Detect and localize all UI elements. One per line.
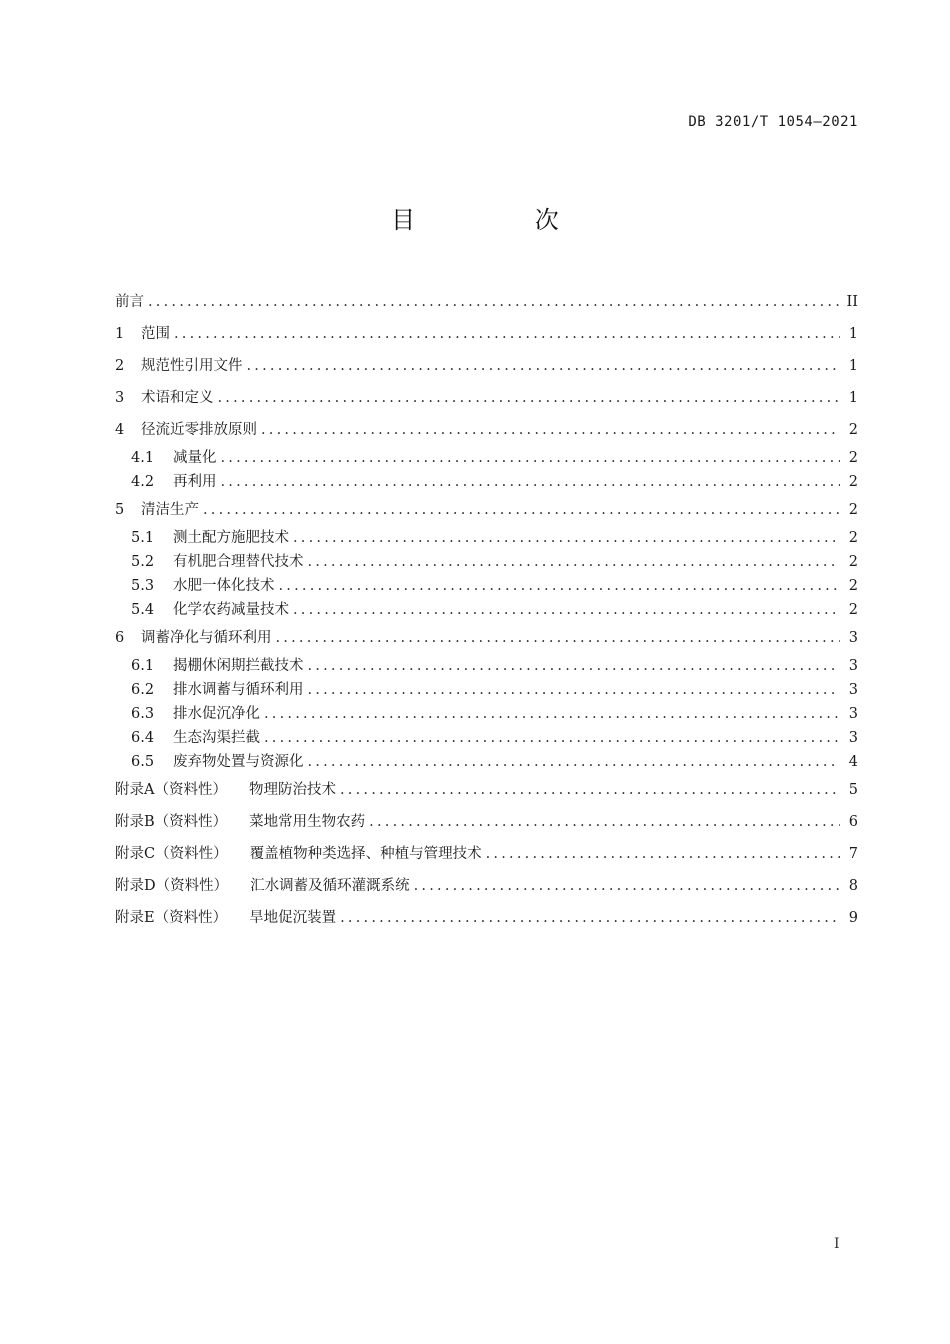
toc-entry[interactable] [115, 350, 858, 382]
toc-section-number: 6.2 [131, 682, 155, 698]
toc-entry[interactable] [115, 902, 858, 934]
toc-page-number: 2 [848, 502, 858, 518]
toc-entry-title: 排水促沉净化 [173, 706, 260, 722]
toc-section-number: 4 [115, 422, 125, 438]
toc-entry[interactable] [115, 286, 858, 318]
toc-entry[interactable] [115, 726, 858, 750]
toc-dot-leader [218, 382, 841, 414]
toc-page-number: 1 [848, 358, 858, 374]
toc-dot-leader [247, 350, 841, 382]
toc-section-number: 5.2 [131, 554, 155, 570]
toc-entry-title: 化学农药减量技术 [173, 602, 289, 618]
toc-section-number: 6.5 [131, 754, 155, 770]
toc-entry-title: 菜地常用生物农药 [249, 814, 366, 830]
toc-dot-leader [293, 526, 840, 550]
toc-entry-title: 有机肥合理替代技术 [173, 554, 304, 570]
toc-entry-title: 物理防治技术 [248, 782, 336, 798]
toc-entry-title: 排水调蓄与循环利用 [173, 682, 304, 698]
toc-entry-title: 再利用 [173, 474, 217, 490]
table-of-contents [115, 286, 858, 934]
toc-entry[interactable] [115, 494, 858, 526]
toc-dot-leader [276, 622, 841, 654]
toc-appendix-label: 附录B（资料性） [115, 814, 228, 830]
toc-section-number: 6.1 [131, 658, 155, 674]
toc-entry[interactable] [115, 774, 858, 806]
toc-dot-leader [279, 574, 841, 598]
toc-section-number: 2 [115, 358, 125, 374]
toc-section-number: 1 [115, 326, 125, 342]
toc-entry-title: 范围 [141, 326, 170, 342]
toc-entry-title: 减量化 [173, 450, 217, 466]
toc-appendix-label: 附录A（资料性） [115, 782, 227, 798]
toc-dot-leader [414, 870, 840, 902]
toc-entry-title: 规范性引用文件 [141, 358, 243, 374]
toc-entry[interactable] [115, 318, 858, 350]
toc-section-number: 3 [115, 390, 125, 406]
toc-dot-leader [148, 286, 840, 318]
toc-section-number: 5.4 [131, 602, 155, 618]
toc-page-number: 2 [848, 602, 858, 618]
toc-page-number: 2 [848, 474, 858, 490]
toc-section-number: 6.4 [131, 730, 155, 746]
toc-page-number: 9 [848, 910, 858, 926]
toc-entry[interactable] [115, 678, 858, 702]
toc-entry-title: 生态沟渠拦截 [173, 730, 260, 746]
toc-page-number: 4 [848, 754, 858, 770]
toc-entry[interactable] [115, 446, 858, 470]
toc-section-number: 6.3 [131, 706, 155, 722]
toc-entry[interactable] [115, 574, 858, 598]
toc-entry-title: 术语和定义 [141, 390, 214, 406]
toc-section-number: 5 [115, 502, 125, 518]
toc-entry-title: 废弃物处置与资源化 [173, 754, 304, 770]
toc-entry[interactable] [115, 470, 858, 494]
toc-section-number: 5.3 [131, 578, 155, 594]
toc-dot-leader [486, 838, 840, 870]
toc-entry-title: 覆盖植物种类选择、种植与管理技术 [249, 846, 482, 862]
toc-entry[interactable] [115, 702, 858, 726]
toc-entry[interactable] [115, 382, 858, 414]
toc-dot-leader [308, 750, 841, 774]
toc-section-number: 6 [115, 630, 125, 646]
toc-page-number: II [846, 294, 858, 310]
toc-entry[interactable] [115, 526, 858, 550]
toc-entry[interactable] [115, 414, 858, 446]
toc-entry[interactable] [115, 598, 858, 622]
toc-entry[interactable] [115, 622, 858, 654]
toc-page-number: 3 [848, 730, 858, 746]
page-number: I [834, 1236, 840, 1252]
toc-appendix-label: 附录D（资料性） [115, 878, 229, 894]
toc-page-number: 7 [848, 846, 858, 862]
toc-dot-leader [293, 598, 840, 622]
toc-entry-title: 前言 [115, 294, 144, 310]
toc-dot-leader [221, 446, 841, 470]
toc-dot-leader [340, 774, 840, 806]
toc-page-number: 2 [848, 554, 858, 570]
toc-entry-title: 水肥一体化技术 [173, 578, 275, 594]
toc-entry-title: 汇水调蓄及循环灌溉系统 [250, 878, 410, 894]
toc-page-number: 1 [848, 326, 858, 342]
toc-page-number: 8 [848, 878, 858, 894]
toc-appendix-label: 附录E（资料性） [115, 910, 228, 926]
toc-entry-title: 揭棚休闲期拦截技术 [173, 658, 304, 674]
toc-entry-title: 清洁生产 [141, 502, 199, 518]
toc-entry[interactable] [115, 550, 858, 574]
toc-entry[interactable] [115, 838, 858, 870]
toc-entry[interactable] [115, 750, 858, 774]
toc-entry-title: 径流近零排放原则 [141, 422, 257, 438]
document-code: DB 3201/T 1054—2021 [688, 114, 858, 130]
toc-page-number: 2 [848, 578, 858, 594]
toc-page-number: 2 [848, 422, 858, 438]
toc-page-number: 2 [848, 450, 858, 466]
toc-entry[interactable] [115, 870, 858, 902]
toc-section-number: 5.1 [131, 530, 155, 546]
toc-page-number: 3 [848, 630, 858, 646]
toc-section-number: 4.2 [131, 474, 155, 490]
toc-page-number: 3 [848, 658, 858, 674]
toc-entry[interactable] [115, 806, 858, 838]
toc-dot-leader [369, 806, 840, 838]
toc-page-number: 3 [848, 706, 858, 722]
toc-dot-leader [340, 902, 840, 934]
toc-dot-leader [308, 550, 841, 574]
toc-dot-leader [308, 678, 841, 702]
toc-entry-title: 测土配方施肥技术 [173, 530, 289, 546]
toc-entry-title: 旱地促沉装置 [249, 910, 337, 926]
toc-page-number: 5 [848, 782, 858, 798]
toc-dot-leader [174, 318, 840, 350]
toc-page-number: 2 [848, 530, 858, 546]
toc-dot-leader [264, 726, 840, 750]
toc-entry[interactable] [115, 654, 858, 678]
toc-dot-leader [203, 494, 840, 526]
toc-section-number: 4.1 [131, 450, 155, 466]
toc-dot-leader [261, 414, 840, 446]
toc-entry-title: 调蓄净化与循环利用 [141, 630, 272, 646]
toc-page-number: 1 [848, 390, 858, 406]
page-title: 目 次 [391, 206, 615, 234]
toc-dot-leader [308, 654, 841, 678]
toc-page-number: 3 [848, 682, 858, 698]
toc-dot-leader [221, 470, 841, 494]
toc-appendix-label: 附录C（资料性） [115, 846, 228, 862]
toc-page-number: 6 [848, 814, 858, 830]
toc-dot-leader [264, 702, 840, 726]
